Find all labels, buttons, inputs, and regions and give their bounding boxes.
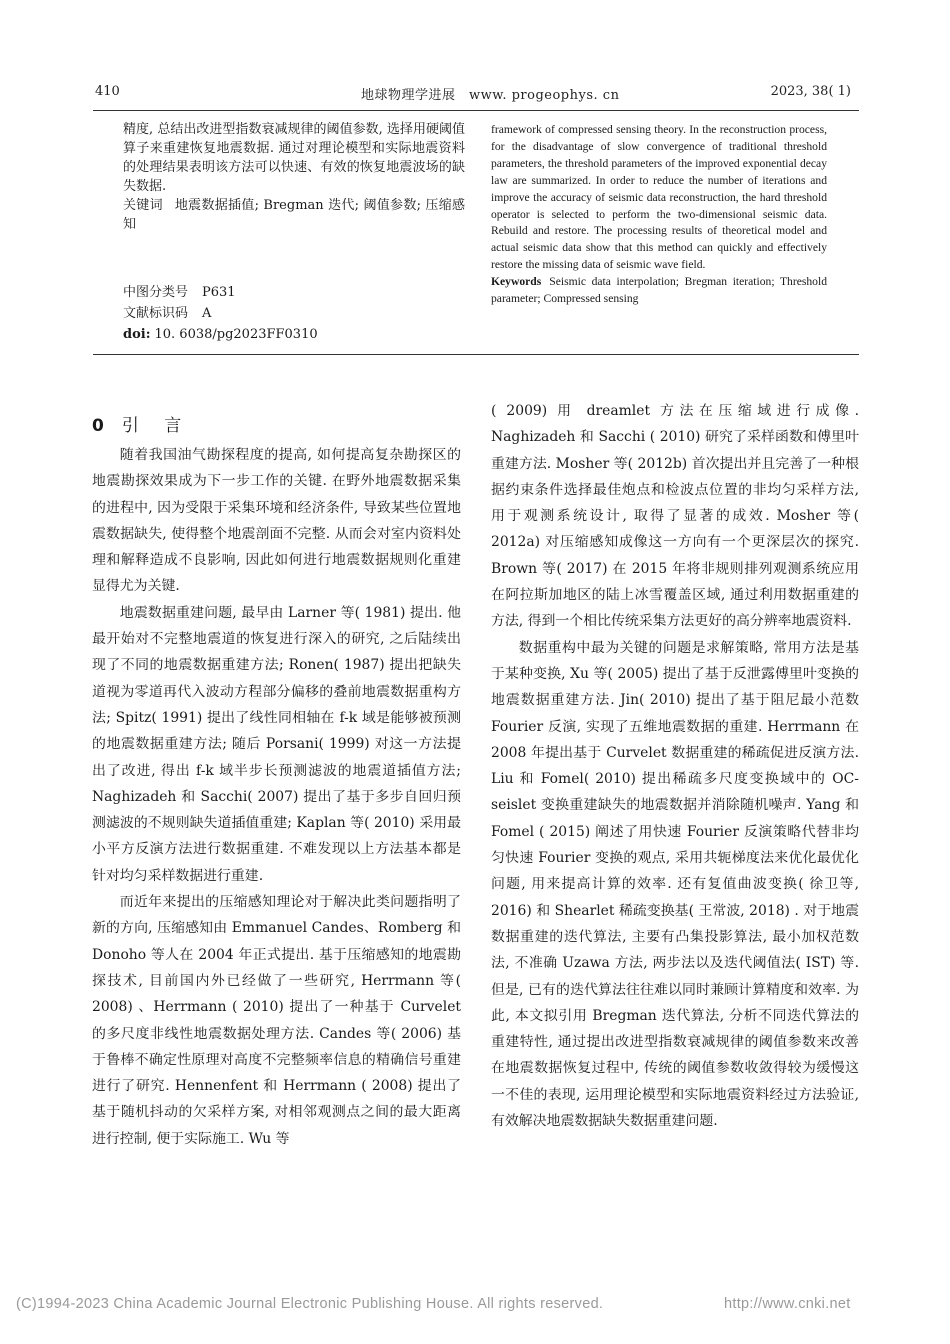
copyright-footer [16,1296,936,1312]
abstract-cn [123,120,465,234]
paragraph-continued: ( 2009) 用 dreamlet 方法在压缩域进行成像. Naghizadeh 和 Sacchi ( 2010) 研究了采样函数和傅里叶重建方法. Mosher 等( 2012b) 首次提出并且完善了一种根据约束条件选择最佳炮点和检波点位置的非均匀采样方法, 用于观测系统设计, 取得了显著的成效. Mosher 等( 2012a) 对压缩感知成像这一方向有一个更深层次的探究. Brown 等( 2017) 在 2015 年将非规则排列观测系统应用在阿拉斯加地区的陆上冰雪覆盖区域, 通过利用数据重建的方法, 得到一个相比传统采集方法更好的高分辨率地震资料. [491,403,859,630]
section-heading [92,411,191,436]
doc-code-value: A [202,306,212,321]
clc-value: P631 [202,285,236,300]
paragraph: 随着我国油气勘探程度的提高, 如何提高复杂勘探区的地震勘探效果成为下一步工作的关键. 在野外地震数据采集的进程中, 因为受限于采集环境和经济条件, 导致某些位置地震数据缺失, 使得整个地震剖面不完整. 从而会对室内资料处理和解释造成不良影响, 因此如何进行地震数据规则化重建显得尤为关键. [92,447,461,595]
paragraph: 数据重构中最为关键的问题是求解策略, 常用方法是基于某种变换, Xu 等( 2005) 提出了基于反泄露傅里叶变换的地震数据重建方法. Jin( 2010) 提出了基于阻尼最小范数 Fourier 反演, 实现了五维地震数据的重建. Herrmann 在 2008 年提出基于 Curvelet 数据重建的稀疏促进反演方法. Liu 和 Fomel( 2010) 提出稀疏多尺度变换域中的 OC-seislet 变换重建缺失的地震数据并消除随机噪声. Yang 和 Fomel ( 2015) 阐述了用快速 Fourier 反演策略代替非均匀快速 Fourier 变换的观点, 采用共轭梯度法来优化最优化问题, 用来提高计算的效率. 还有复值曲波变换( 徐卫等, 2016) 和 Shearlet 稀疏变换基( 王常波, 2018) . 对于地震数据重建的迭代算法, 主要有凸集投影算法, 最小加权范数法, 不准确 Uzawa 方法, 两步法以及迭代阈值法( IST) 等. 但是, 已有的迭代算法往往难以同时兼顾计算精度和效率. 为此, 本文拟引用 Bregman 迭代算法, 分析不同迭代算法的重建特性, 通过提出改进型指数衰减规律的阈值参数来改善在地震数据恢复过程中, 传统的阈值参数收敛得较为缓慢这一不佳的表现, 运用理论模型和实际地震资料经过方法验证, 有效解决地震数据缺失数据重建问题. [491,639,859,1130]
doi-label: doi: [123,327,151,342]
abstract-en-text: framework of compressed sensing theory. In the reconstruction process, for the disadvantage of slow convergence of traditional threshold parameters, the threshold parameters of the improved exponential decay law are summarized. In order to reduce the number of iterations and improve the accuracy of seismic data reconstruction, the hard threshold operator is selected to perform the two-dimensional seismic data. Rebuild and restore. The processing results of theoretical model and actual seismic data show that this method can quickly and effectively restore the missing data of seismic wave field. [491,123,827,272]
keywords-en-text: Seismic data interpolation; Bregman iteration; Threshold parameter; Compressed sensing [491,275,827,306]
section-title: 引 言 [121,416,192,436]
header-rule [93,110,859,111]
abstract-en [491,122,827,308]
doi-row [123,324,465,345]
issue-info: 2023, 38( 1) [770,84,851,99]
keywords-cn [123,196,465,234]
journal-name: 地球物理学进展 www. progeophys. cn [361,88,620,103]
body-column-left [92,442,461,1152]
keywords-cn-label: 关键词 [123,198,163,213]
abstract-cn-text: 精度, 总结出改进型指数衰减规律的阈值参数, 选择用硬阈值算子来重建恢复地震数据. 通过对理论模型和实际地震资料的处理结果表明该方法可以快速、有效的恢复地震波场的缺失数据. [123,122,465,194]
section-number: 0 [92,416,104,436]
keywords-en-label: Keywords [491,275,542,289]
cnki-url: http://www.cnki.net [724,1296,851,1312]
body-column-right [491,398,859,1134]
doc-code-row [123,303,465,324]
copyright-text: (C)1994-2023 China Academic Journal Electronic Publishing House. All rights reserved. [16,1296,604,1312]
clc-label: 中图分类号 [123,285,189,300]
article-meta [123,282,465,345]
abstract-rule [93,354,859,355]
keywords-en [491,274,827,308]
page-number: 410 [95,84,120,99]
running-header [93,76,859,102]
doc-code-label: 文献标识码 [123,306,189,321]
keywords-cn-text: 地震数据插值; Bregman 迭代; 阈值参数; 压缩感知 [123,198,465,232]
doi-value: 10. 6038/pg2023FF0310 [154,327,318,342]
paragraph: 而近年来提出的压缩感知理论对于解决此类问题指明了新的方向, 压缩感知由 Emmanuel Candes、Romberg 和 Donoho 等人在 2004 年正式提出. 基于压缩感知的地震勘探技术, 目前国内外已经做了一些研究, Herrmann 等( 2008) 、Herrmann ( 2010) 提出了一种基于 Curvelet 的多尺度非线性地震数据处理方法. Candes 等( 2006) 基于鲁棒不确定性原理对高度不完整频率信息的精确信号重建进行了研究. Hennenfent 和 Herrmann ( 2008) 提出了基于随机抖动的欠采样方案, 对相邻观测点之间的最大距离进行控制, 便于实际施工. Wu 等 [92,894,461,1147]
clc-row [123,282,465,303]
paragraph: 地震数据重建问题, 最早由 Larner 等( 1981) 提出. 他最开始对不完整地震道的恢复进行深入的研究, 之后陆续出现了不同的地震数据重建方法; Ronen( 1987) 提出把缺失道视为零道再代入波动方程部分偏移的叠前地震数据重构方法; Spitz( 1991) 提出了线性同相轴在 f-k 域是能够被预测的地震数据重建方法; 随后 Porsani( 1999) 对这一方法提出了改进, 得出 f-k 域半步长预测滤波的地震道插值方法; Naghizadeh 和 Sacchi( 2007) 提出了基于多步自回归预测滤波的不规则缺失道插值重建; Kaplan 等( 2010) 采用最小平方反演方法进行数据重建. 不难发现以上方法基本都是针对均匀采样数据进行重建. [92,604,461,884]
